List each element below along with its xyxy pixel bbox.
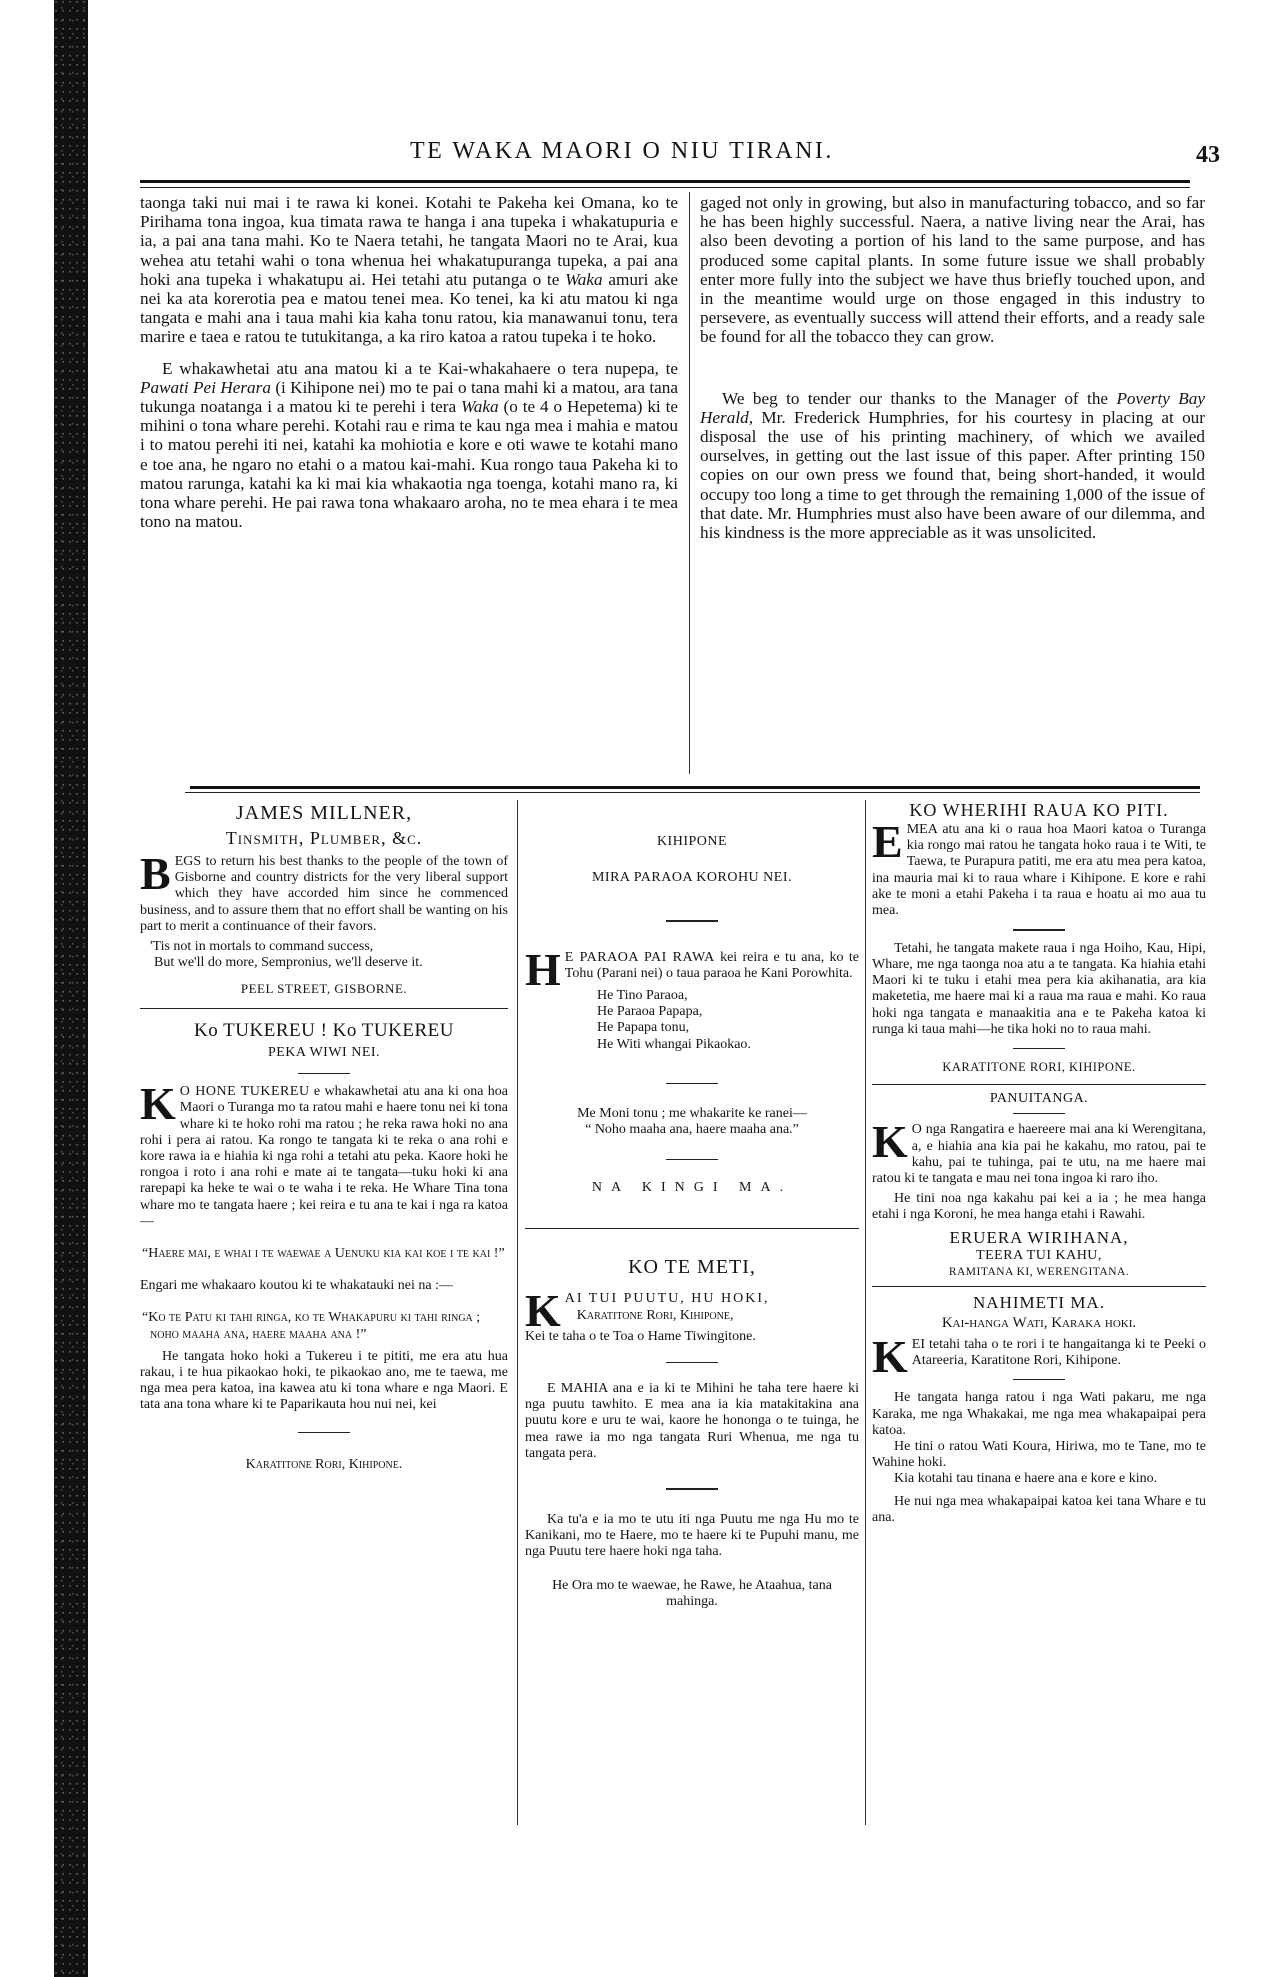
article-english-para-1: gaged not only in growing, but also in manufacturing tobacco, and so far he has been highly successful. Naera, a native living near the Arai, has also been devoting a portion of his land to the same purpose, and has produced some capital plants. In some future issue we shall probably enter more fully into the subject we have thus briefly touched upon, and in the meantime would urge on those engaged in this industry to persevere, as eventually success will attend their efforts, and a ready sale be found for all the tobacco they can grow. bbox=[700, 193, 1205, 347]
ad-tukereu-quote-2: “Ko te Patu ki tahi ringa, ko te Whakapuru ki tahi ringa ; noho maaha ana, haere maaha ana !” bbox=[142, 1310, 481, 1342]
ad-millner-name: JAMES MILLNER, bbox=[235, 802, 413, 824]
ad-meti-para-1: E MAHIA ana e ia ki te Mihini he taha tere haere ki nga puutu tawhito. E mea ana ia kia matakitakina ana puutu kore e uru te wai, kaore he hononga o te tuinga, he mea rawe ia mo nga tangata Ruri Whenua, me nga tu tangata pera. bbox=[525, 1381, 860, 1461]
ad-mira-place: KIHIPONE bbox=[656, 834, 728, 849]
ad-wherihi-dash bbox=[1013, 929, 1065, 931]
ad-mira-verse bbox=[525, 988, 859, 1053]
ad-tukereu-address: Karatitone Rori, Kihipone. bbox=[245, 1457, 403, 1473]
page-number: 43 bbox=[1196, 142, 1220, 168]
article-english-para-2: We beg to tender our thanks to the Manager of the Poverty Bay Herald, Mr. Frederick Humphries, for his courtesy in placing at our disposal the use of his printing machinery, of which we availed ourselves, in getting out the last issue of this paper. After printing 150 copies on our own press we found that, being short-handed, it would occupy too long a time to get through the remaining 1,000 of the issue of that date. Mr. Humphries must also have been aware of our dilemma, and his kindness is the more appreciable as it was unsolicited. bbox=[700, 388, 1205, 543]
ad-meti-location: Kei te taha o te Toa o Hame Tiwingitone. bbox=[525, 1329, 756, 1345]
ad-meti-para-2: Ka tu'a e ia mo te utu iti nga Puutu me nga Hu mo te Kanikani, mo te Haere, mo te haere ki te Pupuhi manu, me nga Puutu tere haere hoki nga taha. bbox=[525, 1511, 859, 1559]
ad-mira-dash-3 bbox=[666, 1159, 718, 1161]
ad-millner-body: BEGS to return his best thanks to the people of the town of Gisborne and country districts for the very liberal support which they have accorded him since he commenced business, and to assure them that no effort shall be wanting on his part to merit a continuance of their favors. bbox=[140, 848, 509, 934]
ad-millner-address: PEEL STREET, GISBORNE. bbox=[240, 981, 408, 997]
ad-meti-closing: He Ora mo te waewae, he Rawe, he Ataahua, tana mahinga. bbox=[552, 1578, 832, 1610]
ad-panuitanga bbox=[872, 1091, 1206, 1280]
ad-nahimeti-subtitle: Kai-hanga Wati, Karaka hoki. bbox=[941, 1314, 1137, 1331]
column-divider-lower-1 bbox=[517, 800, 518, 1825]
section-rule-thin bbox=[185, 792, 1200, 793]
ad-mira bbox=[525, 834, 859, 1196]
ad-panuitanga-title: PANUITANGA. bbox=[989, 1090, 1089, 1106]
ad-mira-verse-line: He Paraoa Papapa, bbox=[597, 1004, 703, 1020]
ad-separator bbox=[872, 1084, 1206, 1085]
ad-wherihi-dash-2 bbox=[1013, 1048, 1065, 1050]
ad-meti-header: KAI TUI PUUTU, HU HOKI, Karatitone Rori, Kihipone, bbox=[525, 1285, 770, 1337]
ad-tukereu-body-2: He tangata hoko hoki a Tukereu i te pititi, me era atu hua rakau, i te hua pikaokao hoki, te pikaokao ano, me te taewa, me nga mea pera katoa, ina kawea atu ki tona whare e nga Maori. E tata ana tona whare ki te Paparikauta hou nui nei, kei bbox=[140, 1348, 508, 1413]
ad-millner-trade: Tinsmith, Plumber, &c. bbox=[225, 828, 423, 848]
article-maori-para-2: E whakawhetai atu ana matou ki a te Kai-whakahaere o tera nupepa, te Pawati Pei Herara (i Kihipone nei) mo te pai o tana mahi ki a matou, ara tana tukunga noatanga i a matou ki te perehi i tera Waka (o te 4 o Hepetema) ki te mihini o tona whare perehi. Kotahi rau e rima te kau nga mea i mahia e matou i to matou perehi iti nei, katahi ka mohiotia e kore e oti wawe te kotahi mano e toe ana, he ngaro no etahi o a matou kai-mahi. Kua rongo taua Pakeha ki to matou rarunga, katahi ka ki mai kia whakaotia nga toenga, kotahi mano ra, ki tona whare perehi. He pai rawa tona whakaaro aroha, no te mea ehara i te mea tono na matou. bbox=[140, 358, 679, 532]
ad-meti-title: KO TE METI, bbox=[628, 1256, 756, 1279]
ads-left-column bbox=[140, 800, 508, 1473]
ad-nahimeti-title: NAHIMETI MA. bbox=[973, 1292, 1105, 1312]
header-rule-thin bbox=[140, 187, 1190, 188]
ad-panuitanga-dash bbox=[1013, 1113, 1065, 1115]
ad-tukereu-quote-1: “Haere mai, e whai i te waewae a Uenuku kia kai koe i te kai !” bbox=[142, 1245, 505, 1261]
ad-meti bbox=[525, 1255, 859, 1610]
ad-mira-money-quote: “ Noho maaha ana, haere maaha ana.” bbox=[585, 1122, 799, 1138]
ad-mira-money: Me Moni tonu ; me whakarite ke ranei— bbox=[577, 1106, 807, 1122]
ad-tukereu bbox=[140, 1019, 508, 1474]
ad-nahimeti-para-1: He tangata hanga ratou i nga Wati pakaru, me nga Karaka, me nga Whakakai, me nga mea whakapaipai pera katoa. bbox=[872, 1390, 1206, 1438]
ad-wherihi bbox=[872, 800, 1206, 1076]
ad-wherihi-address: KARATITONE RORI, KIHIPONE. bbox=[942, 1060, 1136, 1075]
page-binding-edge bbox=[54, 0, 88, 1977]
page-header bbox=[140, 138, 1220, 178]
ad-panuitanga-body-2: He tini noa nga kakahu pai kei a ia ; he mea hanga etahi i nga Koroni, he mea hanga etahi i Rawahi. bbox=[872, 1191, 1206, 1223]
ad-nahimeti-dash bbox=[1013, 1379, 1065, 1381]
ad-mira-dash-2 bbox=[666, 1083, 718, 1085]
article-english-column bbox=[700, 193, 1205, 542]
ad-panuitanga-address: RAMITANA KI, WERENGITANA. bbox=[948, 1265, 1130, 1278]
ad-mira-body: H E PARAOA PAI RAWA kei reira e tu ana, ko te Tohu (Parani nei) o taua paraoa he Kani Porowhita. bbox=[525, 943, 859, 995]
ad-nahimeti-para-3: Kia kotahi tau tinana e haere ana e kore e kino. bbox=[894, 1471, 1158, 1487]
ad-mira-dash bbox=[666, 920, 718, 922]
column-divider-lower-2 bbox=[865, 800, 866, 1825]
ad-mira-verse-line: He Papapa tonu, bbox=[597, 1020, 690, 1036]
ad-mira-title: MIRA PARAOA KOROHU NEI. bbox=[591, 870, 792, 886]
ad-tukereu-dash-2 bbox=[298, 1432, 350, 1434]
ad-panuitanga-body: K O nga Rangatira e haereere mai ana ki Werengitana, a, e hiahia ana kia pai he kakahu, mo ratou, pai te kahu, pai te tuhinga, pai te utu, na me haere mai ratou ki te tangata e mau nei tona ingoa ki raro iho. bbox=[872, 1116, 1206, 1186]
ad-wherihi-body: EMEA atu ana ki o raua hoa Maori katoa o Turanga kia rongo mai ratou he tangata hoko raua i te Witi, te Taewa, te Purapura patiti, me era atu mea pera katoa, ina mauria mai ki to raua whare i Kihipone. E kore e rahi ake te moni a etahi Pakeha i ta raua e hoatu ai mo aua tu mea. bbox=[872, 816, 1206, 919]
ad-millner-quote-line-1: 'Tis not in mortals to command success, bbox=[150, 939, 374, 955]
ad-wherihi-body-2: Tetahi, he tangata makete raua i nga Hoiho, Kau, Hipi, Whare, me nga taonga noa atu a te tangata. Ka hiahia etahi Maori ki te tuku i etahi mea pera kia akihanatia, ara kia maketetia, me haere mai ki a raua ma raua e mahi. Ko raua hoki nga tangata e manaakitia ana e te Pakeha katoa ki runga ki taua mahi—he tika hoki no to raua mahi. bbox=[872, 940, 1206, 1037]
column-divider-upper bbox=[689, 192, 690, 774]
ad-separator bbox=[872, 1286, 1206, 1287]
article-maori-para-1: taonga taki nui mai i te rawa ki konei. Kotahi te Pakeha kei Omana, ko te Pirihama tona ingoa, kua timata rawa te hanga i ana tupeka i whakatupuria e ia, a pai ana tana mahi. Ko te Naera tetahi, he tangata Maori no te Arai, kua wehea atu tetahi wahi o tona whenua hei whakatupuranga tupeka, a pai ana hoki ana tupeka i whakatupu ai. Hei tetahi atu putanga o te Waka amuri ake nei ka ata korerotia pea e matou tenei mea. Ko tenei, ka ki atu matou ki nga tangata e mahi ana i taua mahi kia kaha tonu ratou, kia manawanui tonu, tera marire e taea e ratou te tutukitanga, a ka riro katoa a ratou tupeka i te hoko. bbox=[140, 193, 678, 347]
ad-meti-dash bbox=[666, 1362, 718, 1364]
section-rule-thick bbox=[190, 786, 1200, 789]
ads-right-column bbox=[872, 800, 1206, 1526]
ad-tukereu-dash bbox=[298, 1073, 350, 1075]
ad-mira-signature: NA KINGI MA. bbox=[591, 1180, 793, 1196]
ad-mira-verse-line: He Tino Paraoa, bbox=[597, 987, 688, 1003]
ad-meti-dash-2 bbox=[666, 1488, 718, 1490]
ad-nahimeti-para-2: He tini o ratou Wati Koura, Hiriwa, mo te Tane, mo te Wahine hoki. bbox=[872, 1439, 1206, 1471]
ad-millner-quote-line-2: But we'll do more, Sempronius, we'll deserve it. bbox=[154, 955, 423, 971]
ad-panuitanga-name: ERUERA WIRIHANA, bbox=[949, 1227, 1129, 1247]
ad-panuitanga-trade: TEERA TUI KAHU, bbox=[976, 1247, 1102, 1263]
ad-millner bbox=[140, 800, 508, 998]
ad-nahimeti bbox=[872, 1293, 1206, 1527]
article-maori-column bbox=[140, 193, 678, 531]
ad-tukereu-proverb-intro: Engari me whakaaro koutou ki te whakatauki nei na :— bbox=[140, 1278, 453, 1294]
ad-nahimeti-para-4: He nui nga mea whakapaipai katoa kei tana Whare e tu ana. bbox=[872, 1493, 1206, 1525]
ad-separator bbox=[525, 1228, 859, 1229]
ad-nahimeti-body: KEI tetahi taha o te rori i te hangaitanga ki te Peeki o Atareeria, Karatitone Rori, Kihipone. bbox=[872, 1330, 1206, 1382]
newspaper-title: TE WAKA MAORI O NIU TIRANI. bbox=[410, 138, 834, 164]
header-rule-thick bbox=[140, 180, 1190, 183]
ad-tukereu-title: Ko TUKEREU ! Ko TUKEREU bbox=[194, 1019, 454, 1041]
ads-middle-column bbox=[525, 800, 859, 1611]
ad-mira-verse-line: He Witi whangai Pikaokao. bbox=[597, 1036, 751, 1052]
ad-tukereu-body: K O HONE TUKEREU e whakawhetai atu ana ki ona hoa Maori o Turanga mo ta ratou mahi e haere tonu nei ki tona whare ki te hoko rohi ma ratou ; he reka rawa hoki no ana rohi i pera ai ratou. Ka rongo te tangata ki te reka o ana rohi e kore rawa ia e hiahia ki nga rohi a tetahi atu peka. Kaore hoki he rongoa i roto i ana rohi e mate ai te tangata—tuku hoki ki ana rarepapi ka heke te wai o te waha i te reka. He Whare Tina tona whare mo te tangata haere ; kei reira e tu ana te kai i nga ra katoa— bbox=[140, 1078, 508, 1229]
ad-wherihi-title: KO WHERIHI RAUA KO PITI. bbox=[909, 800, 1169, 820]
ad-tukereu-subtitle: PEKA WIWI NEI. bbox=[267, 1044, 381, 1060]
ad-separator bbox=[140, 1008, 508, 1009]
